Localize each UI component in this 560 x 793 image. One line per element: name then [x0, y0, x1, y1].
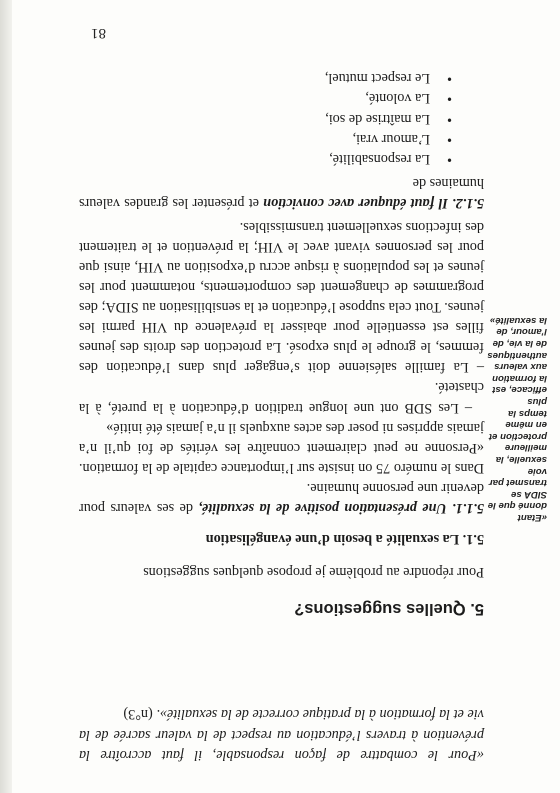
- subsection-5-1-2-paragraph: [79, 173, 484, 213]
- subsection-5-1-1-tail: de ses valeurs pour devenir une personne humaine.: [79, 479, 484, 516]
- opening-quote: [79, 704, 484, 765]
- quote-reference: (n°3): [123, 706, 153, 723]
- subsection-5-1-1-paragraph: [79, 478, 484, 518]
- margin-note-quote: «Etant donné que le SIDA se transmet par voie sexuelle, la meilleure protection et en même temps la plus efficace, est la formation aux valeurs authentiques de la vie, de l’amour, de la sexualité»: [487, 314, 547, 523]
- bullet-icon: •: [447, 70, 452, 87]
- list-item: • Le respect mutuel,: [152, 68, 452, 88]
- subsection-5-1-2-heading: 5.1.2. Il faut éduquer avec conviction: [263, 195, 484, 211]
- bullet-icon: •: [447, 130, 452, 147]
- page-number: 81: [91, 25, 106, 41]
- paragraph-numero-75: Dans le numéro 75 on insiste sur l’importance capitale de la formation. «Personne ne peut clairement connaître les vérités de foi qu’il n’a jamais apprises ni poser des actes auxquels il n’a jamais été initié»: [79, 419, 484, 476]
- values-list: [152, 68, 452, 169]
- bullet-icon: •: [447, 110, 452, 127]
- section-5-1-heading: 5.1. La sexualité a besoin d’une évangélisation: [205, 531, 484, 547]
- section-5-heading: 5. Quelles suggestions?: [294, 600, 484, 618]
- list-item: • La responsabilité,: [152, 149, 452, 169]
- quote-text: «Pour le combattre de façon responsable, il faut accroître la prévention à travers l’éducation au respect de la valeur sacrée de la vie et la formation à la pratique correcte de la sexualité».: [79, 706, 484, 763]
- subsection-5-1-1-heading: 5.1.1. Une présentation positive de la sexualité,: [198, 500, 484, 516]
- list-item: • La maîtrise de soi,: [152, 108, 452, 128]
- paragraph-sdb: – Les SDB ont une longue tradition d’éducation à la pureté, à la chasteté.: [79, 379, 484, 416]
- paragraph-famille-salesienne: – La famille salésienne doit s’engager plus dans l’éducation des femmes, le groupe le plus exposé. La protection des droits des jeunes filles est essentielle pour abaisser la prévalence du VIH parmi les jeunes. Tout cela suppose l’éducation et la sensibilisation au SIDA; des programmes de changement des comportements, notamment pour les jeunes et les populations à risque accru d’exposition au VIH, ainsi que pour les personnes vivant avec le VIH; la prévention et le traitement des infections sexuellement transmissibles.: [79, 218, 484, 376]
- list-item: • La volonté,: [152, 88, 452, 108]
- bullet-icon: •: [447, 151, 452, 167]
- list-item: • L’amour vrai,: [152, 129, 452, 149]
- section-5-intro: Pour répondre au problème je propose quelques suggestions: [143, 564, 484, 580]
- section-5-1-body: [79, 217, 484, 518]
- subsection-5-1-2-tail: et présenter les grandes valeurs humaines de: [79, 174, 484, 211]
- page-edge-shadow: [0, 0, 12, 793]
- bullet-icon: •: [447, 90, 452, 107]
